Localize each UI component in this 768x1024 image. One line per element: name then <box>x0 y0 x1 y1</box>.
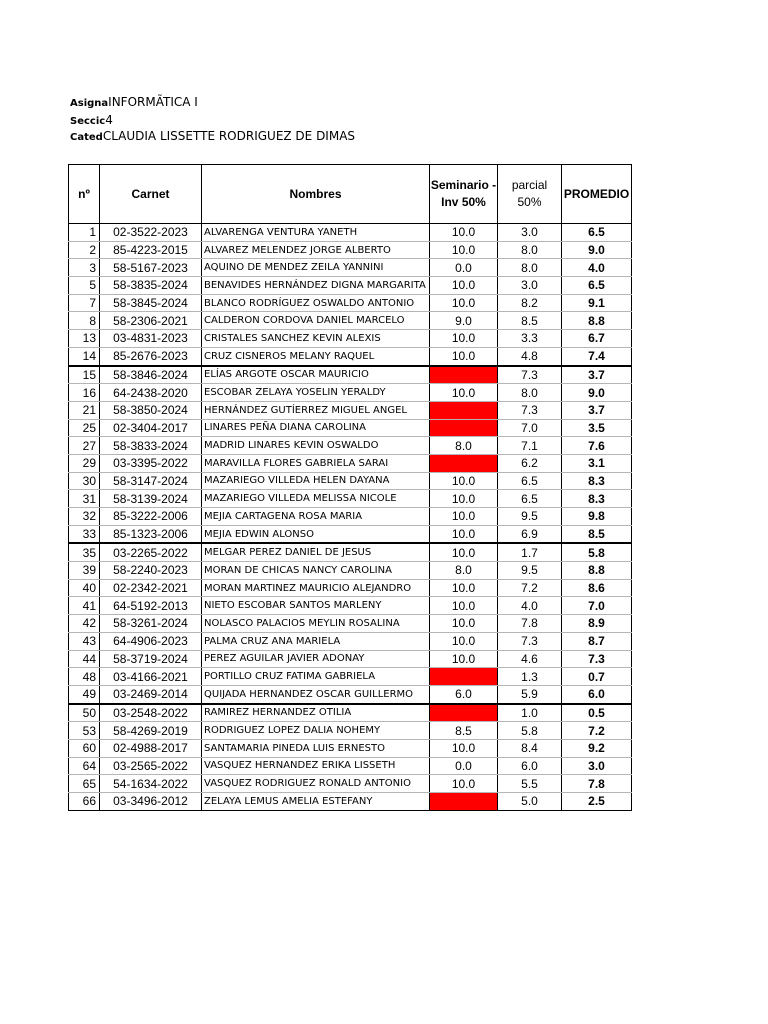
row-carnet: 85-3222-2006 <box>100 508 202 526</box>
row-seminario <box>430 704 498 722</box>
col-header-nombres: Nombres <box>202 165 430 224</box>
row-carnet: 02-4988-2017 <box>100 739 202 757</box>
table-row <box>69 490 632 508</box>
row-promedio: 8.3 <box>562 490 632 508</box>
row-promedio: 3.7 <box>562 366 632 384</box>
row-number: 30 <box>69 472 100 490</box>
row-number: 48 <box>69 668 100 686</box>
row-nombre: ELÍAS ARGOTE OSCAR MAURICIO <box>202 366 430 384</box>
row-carnet: 58-3850-2024 <box>100 401 202 419</box>
row-promedio: 8.3 <box>562 472 632 490</box>
row-seminario: 0.0 <box>430 757 498 775</box>
row-carnet: 58-3139-2024 <box>100 490 202 508</box>
table-row <box>69 419 632 437</box>
table-row <box>69 722 632 740</box>
row-seminario: 10.0 <box>430 579 498 597</box>
row-nombre: PORTILLO CRUZ FATIMA GABRIELA <box>202 668 430 686</box>
row-number: 14 <box>69 347 100 365</box>
row-promedio: 6.5 <box>562 224 632 242</box>
row-promedio: 7.6 <box>562 437 632 455</box>
row-number: 3 <box>69 259 100 277</box>
row-number: 8 <box>69 312 100 330</box>
row-number: 1 <box>69 224 100 242</box>
row-seminario: 10.0 <box>430 508 498 526</box>
row-promedio: 0.5 <box>562 704 632 722</box>
row-nombre: MORAN MARTINEZ MAURICIO ALEJANDRO <box>202 579 430 597</box>
row-nombre: MEJIA CARTAGENA ROSA MARIA <box>202 508 430 526</box>
table-row <box>69 401 632 419</box>
row-nombre: MELGAR PEREZ DANIEL DE JESUS <box>202 543 430 561</box>
row-carnet: 58-2306-2021 <box>100 312 202 330</box>
row-number: 27 <box>69 437 100 455</box>
row-parcial: 8.0 <box>498 241 562 259</box>
row-promedio: 8.8 <box>562 562 632 580</box>
table-row <box>69 615 632 633</box>
table-row <box>69 579 632 597</box>
row-nombre: NOLASCO PALACIOS MEYLIN ROSALINA <box>202 615 430 633</box>
row-number: 16 <box>69 384 100 402</box>
row-nombre: MADRID LINARES KEVIN OSWALDO <box>202 437 430 455</box>
catedratico-line <box>70 129 355 145</box>
row-parcial: 7.3 <box>498 632 562 650</box>
row-carnet: 03-2548-2022 <box>100 704 202 722</box>
row-seminario: 10.0 <box>430 775 498 793</box>
row-carnet: 85-4223-2015 <box>100 241 202 259</box>
row-parcial: 5.9 <box>498 685 562 703</box>
row-parcial: 1.3 <box>498 668 562 686</box>
row-parcial: 6.0 <box>498 757 562 775</box>
col-header-carnet: Carnet <box>100 165 202 224</box>
parcial-header-line2: 50% <box>517 195 542 209</box>
row-seminario <box>430 793 498 811</box>
catedratico-label: Cated <box>70 132 103 143</box>
row-parcial: 1.7 <box>498 543 562 561</box>
row-number: 35 <box>69 543 100 561</box>
table-row <box>69 437 632 455</box>
row-nombre: CALDERON CORDOVA DANIEL MARCELO <box>202 312 430 330</box>
row-carnet: 02-3522-2023 <box>100 224 202 242</box>
row-carnet: 03-3395-2022 <box>100 454 202 472</box>
seccion-value: 4 <box>105 113 113 127</box>
row-carnet: 03-4166-2021 <box>100 668 202 686</box>
row-number: 39 <box>69 562 100 580</box>
row-nombre: MAZARIEGO VILLEDA MELISSA NICOLE <box>202 490 430 508</box>
header-row <box>69 165 632 224</box>
row-seminario: 10.0 <box>430 525 498 543</box>
row-carnet: 54-1634-2022 <box>100 775 202 793</box>
row-promedio: 9.0 <box>562 241 632 259</box>
row-nombre: ESCOBAR ZELAYA YOSELIN YERALDY <box>202 384 430 402</box>
grades-table <box>68 164 632 811</box>
row-carnet: 03-4831-2023 <box>100 330 202 348</box>
row-seminario: 10.0 <box>430 472 498 490</box>
row-parcial: 7.3 <box>498 401 562 419</box>
row-number: 33 <box>69 525 100 543</box>
row-seminario: 10.0 <box>430 490 498 508</box>
row-parcial: 7.1 <box>498 437 562 455</box>
asignatura-value: INFORMÃTICA I <box>108 95 198 109</box>
row-parcial: 6.2 <box>498 454 562 472</box>
row-carnet: 03-2565-2022 <box>100 757 202 775</box>
row-number: 31 <box>69 490 100 508</box>
row-promedio: 9.2 <box>562 739 632 757</box>
row-seminario: 10.0 <box>430 277 498 295</box>
row-seminario: 8.5 <box>430 722 498 740</box>
table-row <box>69 384 632 402</box>
row-parcial: 7.0 <box>498 419 562 437</box>
table-row <box>69 650 632 668</box>
table-row <box>69 330 632 348</box>
seminario-header-line1: Seminario - <box>430 178 497 192</box>
row-carnet: 64-4906-2023 <box>100 632 202 650</box>
row-number: 53 <box>69 722 100 740</box>
row-promedio: 2.5 <box>562 793 632 811</box>
row-nombre: ZELAYA LEMUS AMELIA ESTEFANY <box>202 793 430 811</box>
row-number: 44 <box>69 650 100 668</box>
row-seminario: 10.0 <box>430 650 498 668</box>
table-row <box>69 757 632 775</box>
row-parcial: 8.4 <box>498 739 562 757</box>
row-number: 21 <box>69 401 100 419</box>
row-number: 15 <box>69 366 100 384</box>
row-nombre: BLANCO RODRÍGUEZ OSWALDO ANTONIO <box>202 294 430 312</box>
row-seminario: 10.0 <box>430 615 498 633</box>
table-row <box>69 793 632 811</box>
row-carnet: 64-5192-2013 <box>100 597 202 615</box>
row-promedio: 6.5 <box>562 277 632 295</box>
row-parcial: 4.0 <box>498 597 562 615</box>
row-promedio: 7.3 <box>562 650 632 668</box>
row-carnet: 85-2676-2023 <box>100 347 202 365</box>
row-promedio: 6.7 <box>562 330 632 348</box>
row-promedio: 5.8 <box>562 543 632 561</box>
table-row <box>69 366 632 384</box>
table-row <box>69 347 632 365</box>
row-parcial: 3.3 <box>498 330 562 348</box>
row-promedio: 8.8 <box>562 312 632 330</box>
row-carnet: 02-2342-2021 <box>100 579 202 597</box>
row-carnet: 58-3835-2024 <box>100 277 202 295</box>
row-number: 60 <box>69 739 100 757</box>
row-nombre: QUIJADA HERNANDEZ OSCAR GUILLERMO <box>202 685 430 703</box>
row-promedio: 3.0 <box>562 757 632 775</box>
row-nombre: SANTAMARIA PINEDA LUIS ERNESTO <box>202 739 430 757</box>
row-carnet: 03-2265-2022 <box>100 543 202 561</box>
row-carnet: 58-3846-2024 <box>100 366 202 384</box>
table-row <box>69 668 632 686</box>
row-seminario: 10.0 <box>430 597 498 615</box>
col-header-parcial <box>498 165 562 224</box>
table-row <box>69 294 632 312</box>
row-number: 43 <box>69 632 100 650</box>
row-parcial: 7.8 <box>498 615 562 633</box>
seminario-header-line2: Inv 50% <box>441 195 486 209</box>
row-parcial: 5.0 <box>498 793 562 811</box>
row-promedio: 9.1 <box>562 294 632 312</box>
row-number: 65 <box>69 775 100 793</box>
col-header-promedio: PROMEDIO <box>562 165 632 224</box>
asignatura-label: Asigna <box>70 98 109 109</box>
row-number: 7 <box>69 294 100 312</box>
row-number: 64 <box>69 757 100 775</box>
row-promedio: 8.6 <box>562 579 632 597</box>
row-nombre: MAZARIEGO VILLEDA HELEN DAYANA <box>202 472 430 490</box>
row-seminario: 0.0 <box>430 259 498 277</box>
table-row <box>69 685 632 703</box>
row-carnet: 03-3496-2012 <box>100 793 202 811</box>
table-row <box>69 259 632 277</box>
row-parcial: 8.5 <box>498 312 562 330</box>
row-seminario <box>430 401 498 419</box>
col-header-n: nº <box>69 165 100 224</box>
row-carnet: 58-3845-2024 <box>100 294 202 312</box>
row-carnet: 85-1323-2006 <box>100 525 202 543</box>
row-parcial: 6.5 <box>498 472 562 490</box>
row-parcial: 9.5 <box>498 562 562 580</box>
row-promedio: 8.5 <box>562 525 632 543</box>
row-seminario: 9.0 <box>430 312 498 330</box>
row-parcial: 8.0 <box>498 384 562 402</box>
row-carnet: 02-3404-2017 <box>100 419 202 437</box>
row-nombre: MARAVILLA FLORES GABRIELA SARAI <box>202 454 430 472</box>
row-seminario: 8.0 <box>430 562 498 580</box>
row-carnet: 58-5167-2023 <box>100 259 202 277</box>
row-nombre: RODRIGUEZ LOPEZ DALIA NOHEMY <box>202 722 430 740</box>
row-nombre: MEJIA EDWIN ALONSO <box>202 525 430 543</box>
row-number: 2 <box>69 241 100 259</box>
row-seminario: 10.0 <box>430 739 498 757</box>
row-nombre: PEREZ AGUILAR JAVIER ADONAY <box>202 650 430 668</box>
row-parcial: 8.0 <box>498 259 562 277</box>
row-nombre: VASQUEZ HERNANDEZ ERIKA LISSETH <box>202 757 430 775</box>
row-seminario: 10.0 <box>430 632 498 650</box>
row-promedio: 7.4 <box>562 347 632 365</box>
table-row <box>69 562 632 580</box>
row-nombre: MORAN DE CHICAS NANCY CAROLINA <box>202 562 430 580</box>
row-promedio: 8.9 <box>562 615 632 633</box>
row-nombre: VASQUEZ RODRIGUEZ RONALD ANTONIO <box>202 775 430 793</box>
row-promedio: 6.0 <box>562 685 632 703</box>
row-parcial: 7.2 <box>498 579 562 597</box>
row-seminario: 8.0 <box>430 437 498 455</box>
row-promedio: 9.0 <box>562 384 632 402</box>
seccion-line <box>70 113 113 129</box>
row-parcial: 5.8 <box>498 722 562 740</box>
row-parcial: 1.0 <box>498 704 562 722</box>
row-number: 66 <box>69 793 100 811</box>
row-nombre: CRUZ CISNEROS MELANY RAQUEL <box>202 347 430 365</box>
table-row <box>69 739 632 757</box>
table-row <box>69 224 632 242</box>
row-parcial: 9.5 <box>498 508 562 526</box>
row-number: 50 <box>69 704 100 722</box>
row-carnet: 64-2438-2020 <box>100 384 202 402</box>
row-promedio: 3.5 <box>562 419 632 437</box>
row-seminario <box>430 366 498 384</box>
row-nombre: BENAVIDES HERNÁNDEZ DIGNA MARGARITA <box>202 277 430 295</box>
row-number: 13 <box>69 330 100 348</box>
row-seminario <box>430 454 498 472</box>
row-seminario: 10.0 <box>430 330 498 348</box>
row-carnet: 58-2240-2023 <box>100 562 202 580</box>
row-parcial: 7.3 <box>498 366 562 384</box>
row-nombre: NIETO ESCOBAR SANTOS MARLENY <box>202 597 430 615</box>
seccion-label: Seccic <box>70 116 106 127</box>
row-promedio: 3.1 <box>562 454 632 472</box>
table-row <box>69 597 632 615</box>
row-carnet: 58-4269-2019 <box>100 722 202 740</box>
table-row <box>69 775 632 793</box>
row-number: 40 <box>69 579 100 597</box>
table-row <box>69 543 632 561</box>
row-carnet: 58-3719-2024 <box>100 650 202 668</box>
row-seminario: 10.0 <box>430 241 498 259</box>
table-row <box>69 632 632 650</box>
row-seminario: 10.0 <box>430 543 498 561</box>
row-promedio: 7.8 <box>562 775 632 793</box>
table-row <box>69 454 632 472</box>
row-seminario <box>430 668 498 686</box>
row-number: 32 <box>69 508 100 526</box>
row-nombre: AQUINO DE MENDEZ ZEILA YANNINI <box>202 259 430 277</box>
asignatura-line <box>70 95 198 111</box>
row-nombre: CRISTALES SANCHEZ KEVIN ALEXIS <box>202 330 430 348</box>
row-nombre: ALVAREZ MELENDEZ JORGE ALBERTO <box>202 241 430 259</box>
row-seminario: 10.0 <box>430 384 498 402</box>
table-row <box>69 704 632 722</box>
row-parcial: 8.2 <box>498 294 562 312</box>
row-nombre: LINARES PEÑA DIANA CAROLINA <box>202 419 430 437</box>
table-row <box>69 508 632 526</box>
table-row <box>69 241 632 259</box>
row-carnet: 03-2469-2014 <box>100 685 202 703</box>
row-nombre: RAMIREZ HERNANDEZ OTILIA <box>202 704 430 722</box>
table-row <box>69 312 632 330</box>
row-nombre: PALMA CRUZ ANA MARIELA <box>202 632 430 650</box>
table-body <box>69 224 632 811</box>
row-parcial: 5.5 <box>498 775 562 793</box>
row-seminario: 10.0 <box>430 294 498 312</box>
row-nombre: HERNÁNDEZ GUTÍERREZ MIGUEL ANGEL <box>202 401 430 419</box>
row-parcial: 4.6 <box>498 650 562 668</box>
row-number: 25 <box>69 419 100 437</box>
row-promedio: 4.0 <box>562 259 632 277</box>
row-promedio: 3.7 <box>562 401 632 419</box>
row-carnet: 58-3261-2024 <box>100 615 202 633</box>
row-promedio: 8.7 <box>562 632 632 650</box>
row-promedio: 9.8 <box>562 508 632 526</box>
row-parcial: 3.0 <box>498 277 562 295</box>
row-nombre: ALVARENGA VENTURA YANETH <box>202 224 430 242</box>
table-row <box>69 525 632 543</box>
col-header-seminario <box>430 165 498 224</box>
row-parcial: 6.9 <box>498 525 562 543</box>
row-number: 5 <box>69 277 100 295</box>
row-carnet: 58-3833-2024 <box>100 437 202 455</box>
row-promedio: 0.7 <box>562 668 632 686</box>
table-row <box>69 277 632 295</box>
row-parcial: 3.0 <box>498 224 562 242</box>
catedratico-value: CLAUDIA LISSETTE RODRIGUEZ DE DIMAS <box>102 129 356 143</box>
row-promedio: 7.2 <box>562 722 632 740</box>
row-number: 29 <box>69 454 100 472</box>
row-seminario: 6.0 <box>430 685 498 703</box>
row-seminario: 10.0 <box>430 224 498 242</box>
row-seminario <box>430 419 498 437</box>
row-number: 41 <box>69 597 100 615</box>
row-seminario: 10.0 <box>430 347 498 365</box>
row-number: 42 <box>69 615 100 633</box>
parcial-header-line1: parcial <box>511 178 548 192</box>
row-number: 49 <box>69 685 100 703</box>
row-promedio: 7.0 <box>562 597 632 615</box>
row-parcial: 4.8 <box>498 347 562 365</box>
row-parcial: 6.5 <box>498 490 562 508</box>
row-carnet: 58-3147-2024 <box>100 472 202 490</box>
table-row <box>69 472 632 490</box>
